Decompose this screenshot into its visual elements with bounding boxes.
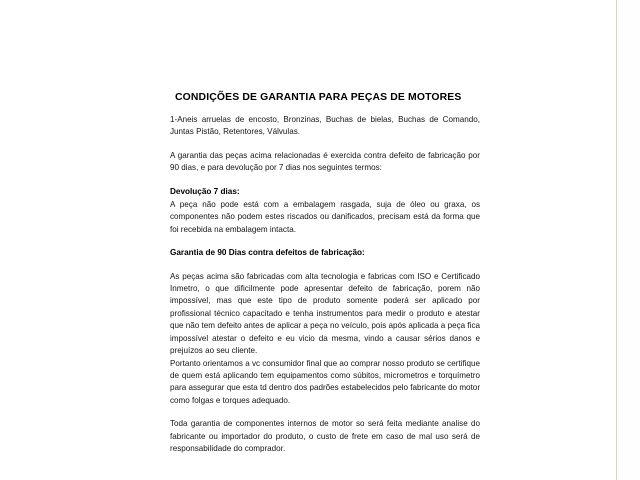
return-policy-paragraph: A peça não pode está com a embalagem rasgada, suja de óleo ou graxa, os componentes não podem estes riscados ou danificados, precisam está da forma que foi recebida na embalagem intacta. [170, 200, 480, 234]
warranty-policy-heading: Garantia de 90 Dias contra defeitos de fabricação: [170, 248, 365, 258]
return-policy-heading: Devolução 7 dias: [170, 186, 240, 196]
page-edge-line [616, 0, 617, 480]
parts-list-paragraph: 1-Aneis arruelas de encosto, Bronzinas, Buchas de bielas, Buchas de Comando, Juntas Pistão, Retentores, Válvulas. [170, 115, 480, 137]
document-content [170, 92, 480, 466]
page-margin-right [617, 0, 640, 480]
warranty-paragraph-1: As peças acima são fabricadas com alta tecnologia e fabricas com ISO e Certificado Inmetro, o que dificilmente pode apresentar defeito de fabricação, porem não impossível, mas que este tipo de produto somente poderá ser aplicado por profissional técnico capacitado e tenha instrumentos para medir o produto e atestar que não tem defeito antes de aplicar a peça no veículo, pois após aplicada a peça fica impossível atestar o defeito e eu vicio da mesma, vindo a causar sérios danos e prejuízos ao seu cliente. [170, 271, 480, 356]
warranty-paragraph-2: Portanto orientamos a vc consumidor final que ao comprar nosso produto se certifique de quem está aplicando tem equipamentos como súbitos, micrometros e torquímetro para assegurar que esta td dentro dos padrões estabelecidos pelo fabricante do motor como folgas e torques adequado. [170, 358, 481, 405]
page-title: CONDIÇÕES DE GARANTIA PARA PEÇAS DE MOTORES [175, 92, 462, 103]
warranty-terms-paragraph: A garantia das peças acima relacionadas é exercida contra defeito de fabricação por 90 dias, e para devolução por 7 dias nos seguintes termos: [170, 150, 480, 173]
closing-paragraph: Toda garantia de componentes internos de motor so será feita mediante analise do fabricante ou importador do produto, o custo de frete em caso de mal uso será de responsabilidade do comprador. [170, 419, 480, 453]
